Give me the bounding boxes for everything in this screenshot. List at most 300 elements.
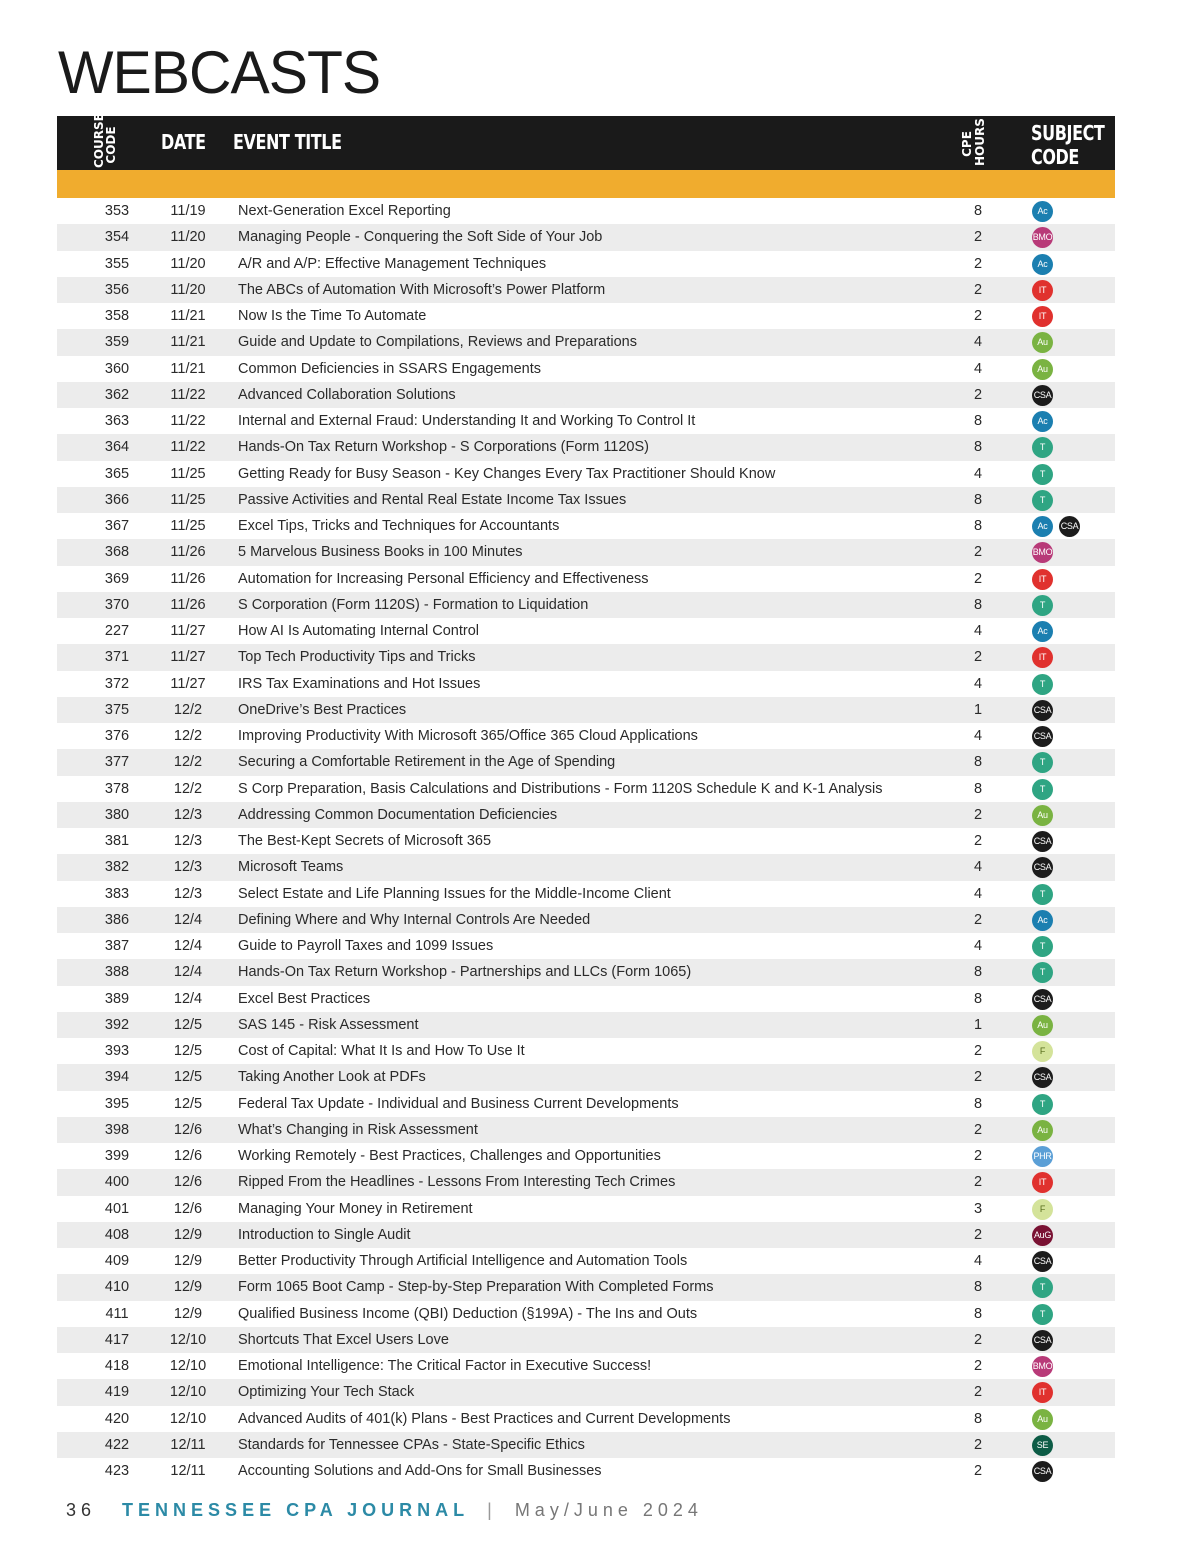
cpe-hours: 2 [973, 1358, 983, 1374]
subject-badge: CSA [1032, 1330, 1053, 1351]
subject-badge: CSA [1032, 831, 1053, 852]
cpe-hours: 2 [973, 833, 983, 849]
subject-badge: IT [1032, 280, 1053, 301]
subject-badge: Au [1032, 1409, 1053, 1430]
event-title: Getting Ready for Busy Season - Key Changes Every Tax Practitioner Should Know [238, 465, 776, 482]
table-row [57, 881, 1115, 907]
event-date: 12/5 [173, 1043, 203, 1059]
event-title: Addressing Common Documentation Deficiencies [238, 806, 558, 823]
event-title: OneDrive’s Best Practices [238, 701, 407, 718]
event-title: Next-Generation Excel Reporting [238, 203, 451, 219]
subject-codes [1032, 1146, 1053, 1166]
subject-badge: IT [1032, 569, 1053, 590]
subject-codes [1032, 359, 1053, 379]
event-date: 12/9 [173, 1253, 203, 1269]
event-date: 12/3 [173, 806, 203, 823]
subject-badge: PHR [1032, 1146, 1053, 1167]
course-code: 410 [104, 1279, 130, 1296]
event-date: 12/10 [169, 1331, 207, 1348]
event-title: Ripped From the Headlines - Lessons From Interesting Tech Crimes [238, 1174, 676, 1191]
journal-name: TENNESSEE CPA JOURNAL [122, 1500, 470, 1520]
event-date: 12/6 [173, 1174, 203, 1191]
event-title: A/R and A/P: Effective Management Techniques [238, 255, 547, 272]
subject-codes [1032, 254, 1053, 274]
table-row [57, 566, 1115, 592]
table-row [57, 303, 1115, 329]
cpe-hours: 2 [973, 386, 983, 403]
subject-codes [1032, 1199, 1053, 1219]
event-title: Accounting Solutions and Add-Ons for Small Businesses [238, 1463, 602, 1479]
event-date: 11/20 [170, 281, 206, 298]
table-row [57, 802, 1115, 828]
event-title: Hands-On Tax Return Workshop - S Corporations (Form 1120S) [238, 439, 649, 456]
subject-codes [1032, 1172, 1053, 1192]
table-row [57, 1301, 1115, 1327]
subject-codes [1032, 411, 1053, 431]
subject-badge: Au [1032, 359, 1053, 380]
cpe-hours: 8 [973, 780, 983, 797]
table-row [57, 907, 1115, 933]
subject-codes [1032, 1120, 1053, 1140]
event-title: Securing a Comfortable Retirement in the Age of Spending [238, 754, 616, 771]
subject-codes [1032, 831, 1053, 851]
subject-badge: IT [1032, 306, 1053, 327]
event-title: S Corporation (Form 1120S) - Formation to Liquidation [238, 596, 589, 613]
header-accent-bar [57, 170, 1115, 198]
course-code: 365 [104, 465, 130, 482]
event-date: 12/5 [173, 1095, 203, 1112]
table-row [57, 1169, 1115, 1195]
cpe-hours: 4 [973, 1253, 983, 1269]
cpe-hours: 2 [973, 544, 983, 561]
header-subject-code: SUBJECT CODE [1031, 121, 1105, 169]
table-row [57, 487, 1115, 513]
table-row [57, 592, 1115, 618]
cpe-hours: 4 [973, 623, 983, 639]
event-title: Introduction to Single Audit [238, 1226, 411, 1243]
table-row [57, 1248, 1115, 1274]
table-row [57, 959, 1115, 985]
subject-codes [1032, 306, 1053, 326]
table-row [57, 1038, 1115, 1064]
subject-codes [1032, 962, 1053, 982]
event-date: 11/26 [170, 596, 206, 613]
subject-codes [1032, 437, 1053, 457]
event-date: 12/2 [173, 701, 203, 718]
cpe-hours: 8 [973, 413, 983, 429]
table-row [57, 1091, 1115, 1117]
event-date: 12/5 [173, 1069, 203, 1086]
course-code: 366 [104, 491, 130, 508]
course-code: 376 [104, 728, 130, 744]
header-date: DATE [161, 130, 206, 154]
course-code: 422 [104, 1436, 130, 1453]
subject-codes [1032, 542, 1053, 562]
event-date: 11/20 [170, 255, 206, 272]
subject-codes [1032, 910, 1053, 930]
cpe-hours: 8 [973, 754, 983, 771]
subject-badge: T [1032, 962, 1053, 983]
course-code: 411 [105, 1305, 129, 1322]
page-number: 36 [66, 1500, 97, 1520]
course-code: 377 [104, 754, 130, 771]
event-date: 12/4 [173, 990, 203, 1007]
event-date: 11/22 [170, 413, 206, 429]
cpe-hours: 8 [973, 491, 983, 508]
event-date: 12/4 [173, 938, 203, 954]
cpe-hours: 2 [973, 1174, 983, 1191]
table-row [57, 1327, 1115, 1353]
table-row [57, 382, 1115, 408]
event-date: 12/11 [170, 1436, 206, 1453]
subject-badge: T [1032, 1277, 1053, 1298]
table-row [57, 828, 1115, 854]
table-row [57, 749, 1115, 775]
event-title: Form 1065 Boot Camp - Step-by-Step Preparation With Completed Forms [238, 1279, 714, 1296]
event-date: 12/9 [173, 1226, 203, 1243]
table-row [57, 434, 1115, 460]
subject-codes [1032, 1251, 1053, 1271]
subject-codes [1032, 1015, 1053, 1035]
cpe-hours: 4 [973, 728, 983, 744]
event-title: Taking Another Look at PDFs [238, 1069, 426, 1086]
table-row [57, 986, 1115, 1012]
table-row [57, 1432, 1115, 1458]
table-row [57, 251, 1115, 277]
subject-badge: Au [1032, 332, 1053, 353]
subject-codes [1032, 201, 1053, 221]
event-title: Common Deficiencies in SSARS Engagements [238, 360, 542, 377]
subject-codes [1032, 1382, 1053, 1402]
subject-codes [1032, 1094, 1053, 1114]
event-title: Working Remotely - Best Practices, Challenges and Opportunities [238, 1148, 661, 1164]
table-row [57, 1064, 1115, 1090]
event-date: 11/25 [170, 465, 206, 482]
subject-codes [1032, 1041, 1053, 1061]
subject-codes [1032, 884, 1053, 904]
cpe-hours: 4 [973, 859, 983, 876]
table-row [57, 461, 1115, 487]
subject-badge: BMO [1032, 1356, 1053, 1377]
subject-codes [1032, 385, 1053, 405]
cpe-hours: 4 [973, 465, 983, 482]
course-code: 409 [104, 1253, 130, 1269]
subject-codes [1032, 1461, 1053, 1481]
cpe-hours: 1 [973, 701, 983, 718]
table-row [57, 1012, 1115, 1038]
event-title: Passive Activities and Rental Real Estate Income Tax Issues [238, 491, 627, 508]
event-title: Microsoft Teams [238, 859, 344, 876]
course-code: 383 [104, 885, 130, 902]
cpe-hours: 8 [973, 1095, 983, 1112]
cpe-hours: 2 [973, 1436, 983, 1453]
event-date: 12/10 [169, 1410, 207, 1427]
cpe-hours: 4 [973, 885, 983, 902]
course-code: 356 [104, 281, 130, 298]
subject-badge: T [1032, 490, 1053, 511]
event-title: Defining Where and Why Internal Controls Are Needed [238, 911, 591, 928]
table-row [57, 1222, 1115, 1248]
event-title: Hands-On Tax Return Workshop - Partnerships and LLCs (Form 1065) [238, 964, 692, 981]
event-date: 12/5 [173, 1016, 203, 1033]
event-date: 12/10 [169, 1358, 207, 1374]
table-row [57, 723, 1115, 749]
cpe-hours: 2 [973, 570, 983, 587]
subject-badge: T [1032, 752, 1053, 773]
subject-badge: AuG [1032, 1225, 1053, 1246]
course-code: 360 [104, 360, 130, 377]
subject-badge: T [1032, 437, 1053, 458]
event-title: SAS 145 - Risk Assessment [238, 1016, 419, 1033]
table-row [57, 776, 1115, 802]
table-row [57, 1379, 1115, 1405]
cpe-hours: 4 [973, 334, 983, 351]
course-code: 227 [104, 623, 130, 639]
event-title: Federal Tax Update - Individual and Business Current Developments [238, 1095, 679, 1112]
cpe-hours: 8 [973, 1305, 983, 1322]
webcasts-table [57, 113, 1115, 1484]
course-code: 420 [104, 1410, 130, 1427]
cpe-hours: 1 [973, 1016, 983, 1033]
table-row [57, 1117, 1115, 1143]
cpe-hours: 8 [973, 596, 983, 613]
subject-badge: CSA [1032, 989, 1053, 1010]
table-row [57, 1458, 1115, 1484]
subject-badge: T [1032, 936, 1053, 957]
event-date: 11/25 [170, 491, 206, 508]
event-title: 5 Marvelous Business Books in 100 Minutes [238, 544, 523, 561]
table-row [57, 1143, 1115, 1169]
event-date: 11/27 [170, 623, 206, 639]
course-code: 386 [104, 911, 130, 928]
event-title: IRS Tax Examinations and Hot Issues [238, 675, 481, 692]
event-title: Excel Tips, Tricks and Techniques for Accountants [238, 518, 560, 534]
subject-codes [1032, 621, 1053, 641]
table-row [57, 1353, 1115, 1379]
table-row [57, 329, 1115, 355]
course-code: 364 [104, 439, 130, 456]
course-code: 395 [104, 1095, 130, 1112]
subject-codes [1032, 1409, 1053, 1429]
subject-badge: CSA [1032, 857, 1053, 878]
course-code: 419 [104, 1384, 130, 1401]
event-title: Cost of Capital: What It Is and How To Use It [238, 1043, 525, 1059]
event-date: 11/21 [170, 308, 206, 324]
subject-codes [1032, 700, 1053, 720]
event-date: 12/6 [173, 1121, 203, 1138]
cpe-hours: 8 [973, 964, 983, 981]
subject-badge: CSA [1032, 1461, 1053, 1482]
subject-badge: CSA [1032, 1251, 1053, 1272]
subject-badge: CSA [1059, 516, 1080, 537]
table-row [57, 671, 1115, 697]
event-date: 12/2 [173, 754, 203, 771]
table-row [57, 697, 1115, 723]
table-row [57, 644, 1115, 670]
subject-codes [1032, 1067, 1053, 1087]
subject-badge: BMO [1032, 227, 1053, 248]
event-title: Guide and Update to Compilations, Reviews and Preparations [238, 334, 637, 351]
subject-codes [1032, 779, 1053, 799]
event-title: S Corp Preparation, Basis Calculations and Distributions - Form 1120S Schedule K and K-1 Analysis [238, 780, 883, 797]
course-code: 382 [104, 859, 130, 876]
page-footer [66, 1500, 703, 1521]
cpe-hours: 2 [973, 308, 983, 324]
event-date: 12/6 [173, 1148, 203, 1164]
subject-badge: T [1032, 674, 1053, 695]
course-code: 392 [104, 1016, 130, 1033]
subject-badge: IT [1032, 1382, 1053, 1403]
cpe-hours: 4 [973, 360, 983, 377]
event-date: 12/2 [173, 728, 203, 744]
subject-codes [1032, 805, 1053, 825]
course-code: 401 [104, 1200, 130, 1217]
table-header [57, 113, 1115, 170]
event-date: 12/11 [170, 1463, 206, 1479]
course-code: 372 [104, 675, 130, 692]
event-date: 12/2 [173, 780, 203, 797]
header-course-code: COURSE CODE [92, 113, 118, 168]
subject-badge: BMO [1032, 542, 1053, 563]
subject-codes [1032, 516, 1080, 536]
cpe-hours: 2 [973, 1226, 983, 1243]
cpe-hours: 4 [973, 675, 983, 692]
table-row [57, 277, 1115, 303]
subject-codes [1032, 674, 1053, 694]
course-code: 394 [104, 1069, 130, 1086]
cpe-hours: 8 [973, 1279, 983, 1296]
event-title: Improving Productivity With Microsoft 365/Office 365 Cloud Applications [238, 728, 698, 744]
event-title: Qualified Business Income (QBI) Deduction (§199A) - The Ins and Outs [238, 1305, 698, 1322]
course-code: 408 [104, 1226, 130, 1243]
subject-codes [1032, 647, 1053, 667]
cpe-hours: 8 [973, 439, 983, 456]
course-code: 369 [104, 570, 130, 587]
cpe-hours: 8 [973, 203, 983, 219]
subject-codes [1032, 1435, 1053, 1455]
event-date: 11/22 [170, 439, 206, 456]
course-code: 362 [104, 386, 130, 403]
table-row [57, 198, 1115, 224]
course-code: 423 [104, 1463, 130, 1479]
course-code: 371 [104, 649, 130, 666]
subject-badge: T [1032, 1094, 1053, 1115]
event-date: 12/4 [173, 911, 203, 928]
subject-codes [1032, 1304, 1053, 1324]
subject-codes [1032, 332, 1053, 352]
table-row [57, 933, 1115, 959]
event-title: What’s Changing in Risk Assessment [238, 1121, 478, 1138]
subject-badge: Au [1032, 1120, 1053, 1141]
subject-codes [1032, 595, 1053, 615]
event-title: Automation for Increasing Personal Efficiency and Effectiveness [238, 570, 649, 587]
course-code: 399 [104, 1148, 130, 1164]
event-date: 12/6 [173, 1200, 203, 1217]
table-row [57, 539, 1115, 565]
subject-codes [1032, 936, 1053, 956]
subject-badge: T [1032, 779, 1053, 800]
course-code: 354 [104, 229, 130, 246]
subject-codes [1032, 1225, 1053, 1245]
cpe-hours: 2 [973, 806, 983, 823]
subject-badge: T [1032, 884, 1053, 905]
cpe-hours: 4 [973, 938, 983, 954]
event-date: 11/25 [170, 518, 206, 534]
subject-badge: SE [1032, 1435, 1053, 1456]
subject-codes [1032, 490, 1053, 510]
course-code: 359 [104, 334, 130, 351]
subject-badge: Ac [1032, 411, 1053, 432]
cpe-hours: 8 [973, 518, 983, 534]
subject-codes [1032, 227, 1053, 247]
table-row [57, 618, 1115, 644]
event-title: Standards for Tennessee CPAs - State-Specific Ethics [238, 1436, 585, 1453]
cpe-hours: 2 [973, 1384, 983, 1401]
course-code: 381 [104, 833, 130, 849]
subject-badge: T [1032, 1304, 1053, 1325]
subject-codes [1032, 989, 1053, 1009]
subject-badge: T [1032, 464, 1053, 485]
cpe-hours: 2 [973, 1069, 983, 1086]
event-title: Top Tech Productivity Tips and Tricks [238, 649, 476, 666]
cpe-hours: 2 [973, 229, 983, 246]
cpe-hours: 3 [973, 1200, 983, 1217]
table-row [57, 408, 1115, 434]
course-code: 375 [104, 701, 130, 718]
event-title: Better Productivity Through Artificial Intelligence and Automation Tools [238, 1253, 688, 1269]
cpe-hours: 2 [973, 911, 983, 928]
event-title: Internal and External Fraud: Understanding It and Working To Control It [238, 413, 696, 429]
subject-codes [1032, 464, 1053, 484]
table-row [57, 1196, 1115, 1222]
course-code: 387 [104, 938, 130, 954]
event-date: 12/3 [173, 833, 203, 849]
cpe-hours: 2 [973, 1121, 983, 1138]
event-title: How AI Is Automating Internal Control [238, 623, 479, 639]
subject-badge: CSA [1032, 700, 1053, 721]
subject-codes [1032, 569, 1053, 589]
event-title: Excel Best Practices [238, 990, 371, 1007]
cpe-hours: 2 [973, 255, 983, 272]
subject-codes [1032, 726, 1053, 746]
event-title: Select Estate and Life Planning Issues for the Middle-Income Client [238, 885, 671, 902]
table-row [57, 224, 1115, 250]
course-code: 393 [104, 1043, 130, 1059]
course-code: 388 [104, 964, 130, 981]
subject-codes [1032, 1356, 1053, 1376]
event-date: 12/3 [173, 885, 203, 902]
subject-badge: Ac [1032, 910, 1053, 931]
page-title: WEBCASTS [58, 39, 381, 106]
cpe-hours: 2 [973, 1148, 983, 1164]
course-code: 367 [104, 518, 130, 534]
course-code: 389 [104, 990, 130, 1007]
event-title: The Best-Kept Secrets of Microsoft 365 [238, 833, 492, 849]
event-title: Managing Your Money in Retirement [238, 1200, 473, 1217]
cpe-hours: 2 [973, 649, 983, 666]
event-date: 11/26 [170, 544, 206, 561]
event-date: 12/9 [173, 1305, 203, 1322]
subject-badge: Au [1032, 805, 1053, 826]
subject-badge: Au [1032, 1015, 1053, 1036]
course-code: 400 [104, 1174, 130, 1191]
event-title: Optimizing Your Tech Stack [238, 1384, 415, 1401]
cpe-hours: 2 [973, 1463, 983, 1479]
course-code: 355 [104, 255, 130, 272]
subject-badge: F [1032, 1041, 1053, 1062]
event-title: Managing People - Conquering the Soft Side of Your Job [238, 229, 603, 246]
event-date: 11/19 [170, 203, 206, 219]
